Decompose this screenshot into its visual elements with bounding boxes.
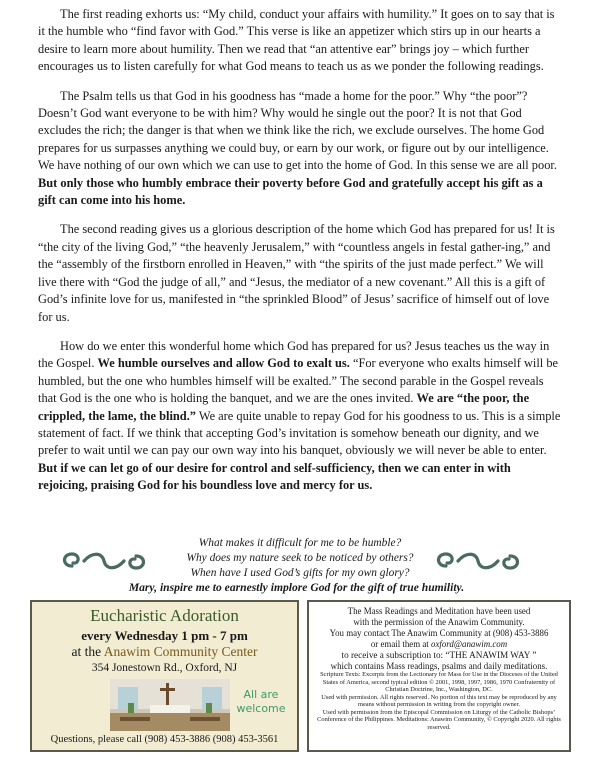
reflection-question-3: When have I used God’s gifts for my own glory? [190,567,410,579]
chapel-photo [110,679,230,731]
adoration-title: Eucharistic Adoration [90,606,239,625]
paragraph-psalm: The Psalm tells us that God in his goodness has “made a home for the poor.” Why “the poor”? Doesn’t God want everyone to be with him? Why would he single out the poor? It is not that God excludes the rich; the danger is that when we think like the rich, we exclude ourselves. The home God prepares for us surpasses anything we could buy, or earn by our work, or figure out by our intelligence. We have nothing of our own which we can use to get into the home of God. In this sense we are all poor. But only those who humbly embrace their poverty before God and gratefully accept his gift as a gift can come into his home. [38,88,557,208]
meditation-text [38,6,562,507]
paragraph-gospel: How do we enter this wonderful home which God has prepared for us? Jesus teaches us the way in the Gospel. We humble ourselves and allow God to exalt us. “For everyone who exalts himself will be humbled, but the one who humbles himself will be exalted.” The second parable in the Gospel reveals that God is the one who is holding the banquet, and we are the ones invited. We are “the poor, the crippled, the lame, the blind.” We are quite unable to repay God for his goodness to us. This is a simple statement of fact. If we think that accepting God’s invitation is somehow beneath our dignity, and we prefer to wait until we can pay our own way into his banquet, obviously we will never be able to enter. But if we can let go of our desire for control and self-sufficiency, then we can enter in with rejoicing, praising God for his boundless love and mercy for us. [38,338,561,493]
psalm-emphasis: But only those who humbly embrace their poverty before God and gratefully accept his gift as a gift can come into his home. [38,175,543,208]
adoration-phone: Questions, please call (908) 453-3886 (908) 453-3561 [50,734,279,745]
reflection-question-2: Why does my nature seek to be noticed by others? [186,552,414,564]
community-center-name: Anawim Community Center [103,644,258,659]
scripture-credit: Scripture Texts: Excerpts from the Lectionary for Mass for Use in the Dioceses of the United States of America, second typical edition © 2001, 1998, 1997, 1986, 1970 Confraternity of Christian Doctrine, Inc., Washington, DC. [320,671,558,694]
reflection-question-1: What makes it difficult for me to be humble? [198,537,402,549]
adoration-address: 354 Jonestown Rd., Oxford, NJ [91,662,238,674]
copyright-credit: Used with permission from the Episcopal Commission on Liturgy of the Catholic Bishops’ Conference of the Philippines. Meditations: Anawim Community, © Copyright 2020. All rights reserved. [317,708,561,731]
adoration-schedule: every Wednesday 1 pm - 7 pm [81,628,248,643]
permission-box [307,600,571,752]
email-link[interactable]: oxford@anawim.com [431,638,508,649]
adoration-box [30,600,299,752]
paragraph-first-reading: The first reading exhorts us: “My child, conduct your affairs with humility.” It goes on to say that is it the humble who “find favor with God.” This verse is like an appetizer which stirs up in our hearts a desire to learn more about humility. Then we read that “an attentive ear” brings joy – which further encourages us to listen carefully for what God means to teach us as we ponder the following readings. [38,7,555,74]
usage-credit: Used with permission. All rights reserved. No portion of this text may be reproduced by any means without permission in writing from the copyright owner. [321,693,557,709]
closing-prayer: Mary, inspire me to earnestly implore God for the gift of true humility. [128,581,465,594]
adoration-location: at the Anawim Community Center [71,644,258,659]
welcome-note: All are welcome [236,688,286,715]
paragraph-second-reading: The second reading gives us a glorious description of the home which God has prepared for us! It is “the city of the living God,” “the heavenly Jerusalem,” with “countless angels in festal gather-ing,” and the “assembly of the firstborn enrolled in Heaven,” with “the spirits of the just made perfect.” We will live there with “God the judge of all,” and “Jesus, the mediator of a new covenant.” All this is a gift of God’s infinite love for us, manifested in “the sprinkled Blood” of Jesus’ sacrifice of himself out of love for us. [38,222,555,324]
permission-text: The Mass Readings and Meditation have been used with the permission of the Anawim Community. You may contact The Anawim Community at (908) 453-3886 or email them at oxford@anawim.com to receive a subscription to: “THE ANAWIM WAY ” which contains Mass readings, psalms and daily meditations. Scripture Texts: Excerpts from the Lectionary for Mass for Use in the Dioceses of the United States of America, second typical edition © 2001, 1998, 1997, 1986, 1970 Confraternity of Christian Doctrine, Inc., Washington, DC. Used with permission. All rights reserved. No portion of this text may be reproduced by any means without permission in writing from the copyright owner. Used with permission from the Episcopal Commission on Liturgy of the Catholic Bishops’ Conference of the Philippines. Meditations: Anawim Community, © Copyright 2020. All rights reserved. [315,606,563,731]
